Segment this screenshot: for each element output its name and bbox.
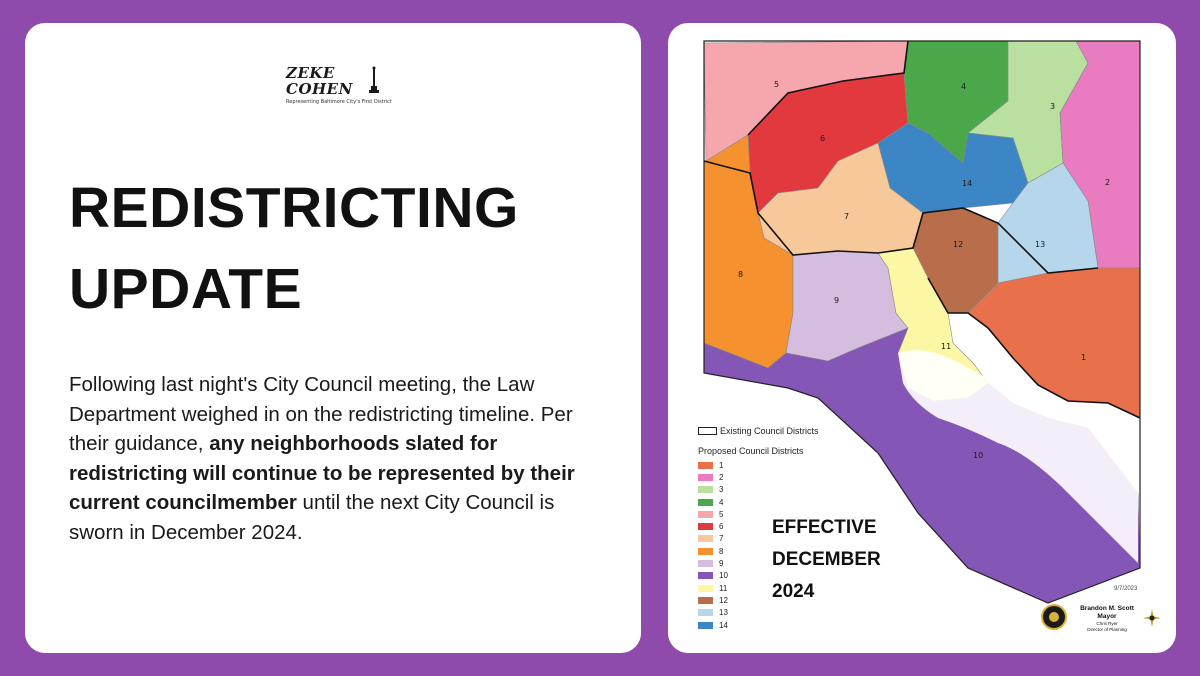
district-label-7: 7	[844, 212, 850, 221]
update-paragraph	[69, 370, 589, 547]
legend-swatch	[698, 572, 713, 579]
headline-line-1: REDISTRICTING	[69, 176, 519, 240]
logo-tagline: Representing Baltimore City's First District	[286, 99, 392, 105]
legend-existing-label: Existing Council Districts	[720, 426, 819, 436]
page-title	[69, 168, 609, 330]
legend-item	[698, 508, 728, 520]
legend-proposed-title: Proposed Council Districts	[698, 446, 804, 456]
legend-item	[698, 545, 728, 557]
legend-swatch	[698, 523, 713, 530]
legend-item	[698, 459, 728, 471]
legend-swatch	[698, 585, 713, 592]
legend-swatch	[698, 535, 713, 542]
effective-line-3: 2024	[772, 581, 815, 602]
legend-swatch	[698, 474, 713, 481]
legend-swatch	[698, 622, 713, 629]
legend-swatch	[698, 597, 713, 604]
legend-item	[698, 471, 728, 483]
legend-list	[698, 459, 728, 631]
legend-swatch	[698, 462, 713, 469]
logo-line-2: COHEN	[286, 80, 353, 98]
legend-item	[698, 520, 728, 532]
district-label-2: 2	[1105, 178, 1111, 187]
district-label-4: 4	[961, 82, 967, 91]
legend-item	[698, 619, 728, 631]
district-label-10: 10	[973, 451, 984, 460]
paragraph-part-1: Following last night's City Council meeting, the Law Department weighed in on the redistricting timeline. Per their guidance,	[69, 373, 573, 455]
legend-item	[698, 570, 728, 582]
district-label-14: 14	[962, 179, 973, 188]
legend-item	[698, 484, 728, 496]
city-seal-icon	[1041, 604, 1067, 630]
legend-label: 12	[719, 595, 728, 605]
effective-line-2: DECEMBER	[772, 549, 881, 570]
legend-label: 8	[719, 546, 724, 556]
legend-item	[698, 557, 728, 569]
monument-icon	[366, 66, 382, 96]
district-label-3: 3	[1050, 102, 1056, 111]
legend-swatch	[698, 499, 713, 506]
compass-icon	[1143, 609, 1161, 627]
legend-existing-swatch	[698, 427, 717, 435]
legend-item	[698, 594, 728, 606]
legend-item	[698, 533, 728, 545]
legend-label: 10	[719, 571, 728, 581]
legend-label: 5	[719, 509, 724, 519]
logo-line-1: ZEKE	[286, 64, 335, 82]
legend-label: 6	[719, 522, 724, 532]
legend-label: 1	[719, 460, 724, 470]
legend-swatch	[698, 548, 713, 555]
logo	[286, 64, 396, 110]
district-label-1: 1	[1081, 353, 1087, 362]
legend-label: 2	[719, 472, 724, 482]
legend-label: 9	[719, 559, 724, 569]
map-card	[668, 23, 1176, 653]
district-label-8: 8	[738, 270, 744, 279]
credits-block	[1072, 605, 1142, 632]
info-card	[25, 23, 641, 653]
map-date: 9/7/2023	[1114, 586, 1138, 592]
legend-swatch	[698, 486, 713, 493]
headline-line-2: UPDATE	[69, 257, 303, 321]
legend-swatch	[698, 560, 713, 567]
legend-label: 3	[719, 485, 724, 495]
legend-label: 7	[719, 534, 724, 544]
legend-swatch	[698, 609, 713, 616]
legend-label: 14	[719, 620, 728, 630]
legend-label: 11	[719, 583, 728, 593]
planner-title: Director of Planning	[1087, 626, 1127, 632]
legend-item	[698, 582, 728, 594]
planner-name: Chris Ryer	[1096, 621, 1118, 626]
district-label-12: 12	[953, 240, 964, 249]
paragraph-bold: any neighborhoods slated for redistricting will continue to be represented by their current councilmember	[69, 432, 575, 514]
district-label-11: 11	[941, 342, 952, 351]
paragraph-part-2: until the next City Council is sworn in December 2024.	[69, 491, 555, 544]
legend-label: 4	[719, 497, 724, 507]
mayor-title: Mayor	[1097, 613, 1117, 620]
effective-line-1: EFFECTIVE	[772, 517, 877, 538]
legend-swatch	[698, 511, 713, 518]
legend-item	[698, 496, 728, 508]
district-label-5: 5	[774, 80, 780, 89]
district-label-6: 6	[820, 134, 826, 143]
effective-date	[772, 512, 932, 608]
district-label-13: 13	[1035, 240, 1046, 249]
district-label-9: 9	[834, 296, 840, 305]
legend-label: 13	[719, 608, 728, 618]
mayor-name: Brandon M. Scott	[1080, 605, 1134, 612]
legend-item	[698, 607, 728, 619]
